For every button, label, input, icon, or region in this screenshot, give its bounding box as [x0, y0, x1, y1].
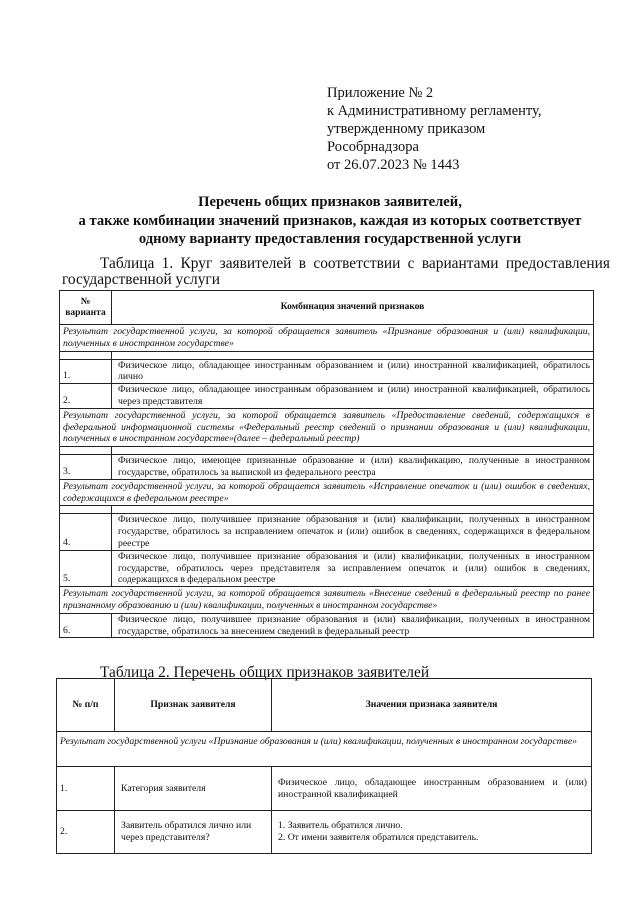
applicant-sign: Заявитель обратился лично или через представителя? — [115, 811, 272, 854]
variant-number: 4. — [60, 514, 112, 550]
sign-value — [272, 811, 592, 854]
appendix-line: Рособрнадзора — [327, 139, 419, 155]
variant-number: 2. — [60, 384, 112, 409]
variant-combination: Физическое лицо, получившее признание образования и (или) квалификации, полученных в иностранном государстве, обратилось за исправлением опечаток и (или) ошибок в сведениях, содержащихся в федеральном реестре — [112, 514, 594, 550]
table2-caption: Таблица 2. Перечень общих признаков заявителей — [100, 664, 430, 681]
applicant-signs-table — [56, 678, 592, 854]
spacer-cell — [60, 447, 112, 455]
sign-value-line: 2. От имени заявителя обратился представитель. — [278, 832, 479, 843]
variant-number: 5. — [60, 550, 112, 586]
sign-value-line: 1. Заявитель обратился лично. — [278, 820, 403, 831]
title-line: одному варианту предоставления государственной услуги — [138, 231, 522, 247]
item-number: 1. — [57, 767, 115, 811]
spacer-cell — [60, 351, 112, 359]
spacer-cell — [112, 447, 594, 455]
header-item-number: № п/п — [57, 679, 115, 732]
sign-value — [272, 767, 592, 811]
result-row: Результат государственной услуги, за которой обращается заявитель «Внесение сведений в федеральный реестр по ранее признанному образованию и (или) квалификации, полученных в иностранном государстве» — [60, 587, 594, 614]
appendix-line: утвержденному приказом — [327, 121, 486, 137]
variant-number: 1. — [60, 359, 112, 384]
variant-combination: Физическое лицо, имеющее признанные образование и (или) квалификацию, полученные в иностранном государстве, обратилось за выпиской из федерального реестра — [112, 455, 594, 480]
result-row: Результат государственной услуги «Признание образования и (или) квалификации, полученных в иностранном государстве» — [57, 732, 592, 767]
result-row: Результат государственной услуги, за которой обращается заявитель «Предоставление сведений, содержащихся в федеральной информационной системы «Федеральный реестр сведений о признании образования и (или) квалификации, полученных в иностранном государстве»(далее – федеральный реестр) — [60, 408, 594, 446]
variant-combination: Физическое лицо, обладающее иностранным образованием и (или) иностранной квалификацией, обратилось лично — [112, 359, 594, 384]
document-title — [40, 193, 620, 249]
header-combination: Комбинация значений признаков — [112, 291, 594, 325]
appendix-line: к Административному регламенту, — [327, 103, 542, 119]
variant-number: 3. — [60, 455, 112, 480]
spacer-cell — [60, 506, 112, 514]
appendix-line: Приложение № 2 — [327, 85, 434, 101]
applicants-variants-table — [59, 290, 594, 638]
header-sign: Признак заявителя — [115, 679, 272, 732]
spacer-cell — [112, 506, 594, 514]
applicant-sign: Категория заявителя — [115, 767, 272, 811]
variant-number: 6. — [60, 613, 112, 638]
header-value: Значения признака заявителя — [272, 679, 592, 732]
item-number: 2. — [57, 811, 115, 854]
title-line: а также комбинации значений признаков, каждая из которых соответствует — [78, 212, 582, 229]
sign-value-line: Физическое лицо, обладающее иностранным образованием и (или) иностранной квалификацией — [278, 776, 587, 800]
header-variant-number: № варианта — [60, 291, 112, 325]
appendix-line: от 26.07.2023 № 1443 — [327, 157, 460, 173]
variant-combination: Физическое лицо, получившее признание образования и (или) квалификации, полученных в иностранном государстве, обратилось через представителя за исправлением опечаток и (или) ошибок в сведениях, содержащихся в федеральном реестре — [112, 550, 594, 586]
appendix-block — [327, 84, 541, 174]
variant-combination: Физическое лицо, получившее признание образования и (или) квалификации, полученных в иностранном государстве, обратилось за внесением сведений в федеральный реестр — [112, 613, 594, 638]
title-line: Перечень общих признаков заявителей, — [198, 194, 462, 210]
variant-combination: Физическое лицо, обладающее иностранным образованием и (или) иностранной квалификацией, обратилось через представителя — [112, 384, 594, 409]
result-row: Результат государственной услуги, за которой обращается заявитель «Признание образования и (или) квалификации, полученных в иностранном государстве» — [60, 325, 594, 352]
spacer-cell — [112, 351, 594, 359]
table1-caption: Таблица 1. Круг заявителей в соответствии с вариантами предоставления государственной услуги — [62, 255, 610, 288]
result-row: Результат государственной услуги, за которой обращается заявитель «Исправление опечаток и (или) ошибок в сведениях, содержащихся в федеральном реестре» — [60, 479, 594, 506]
